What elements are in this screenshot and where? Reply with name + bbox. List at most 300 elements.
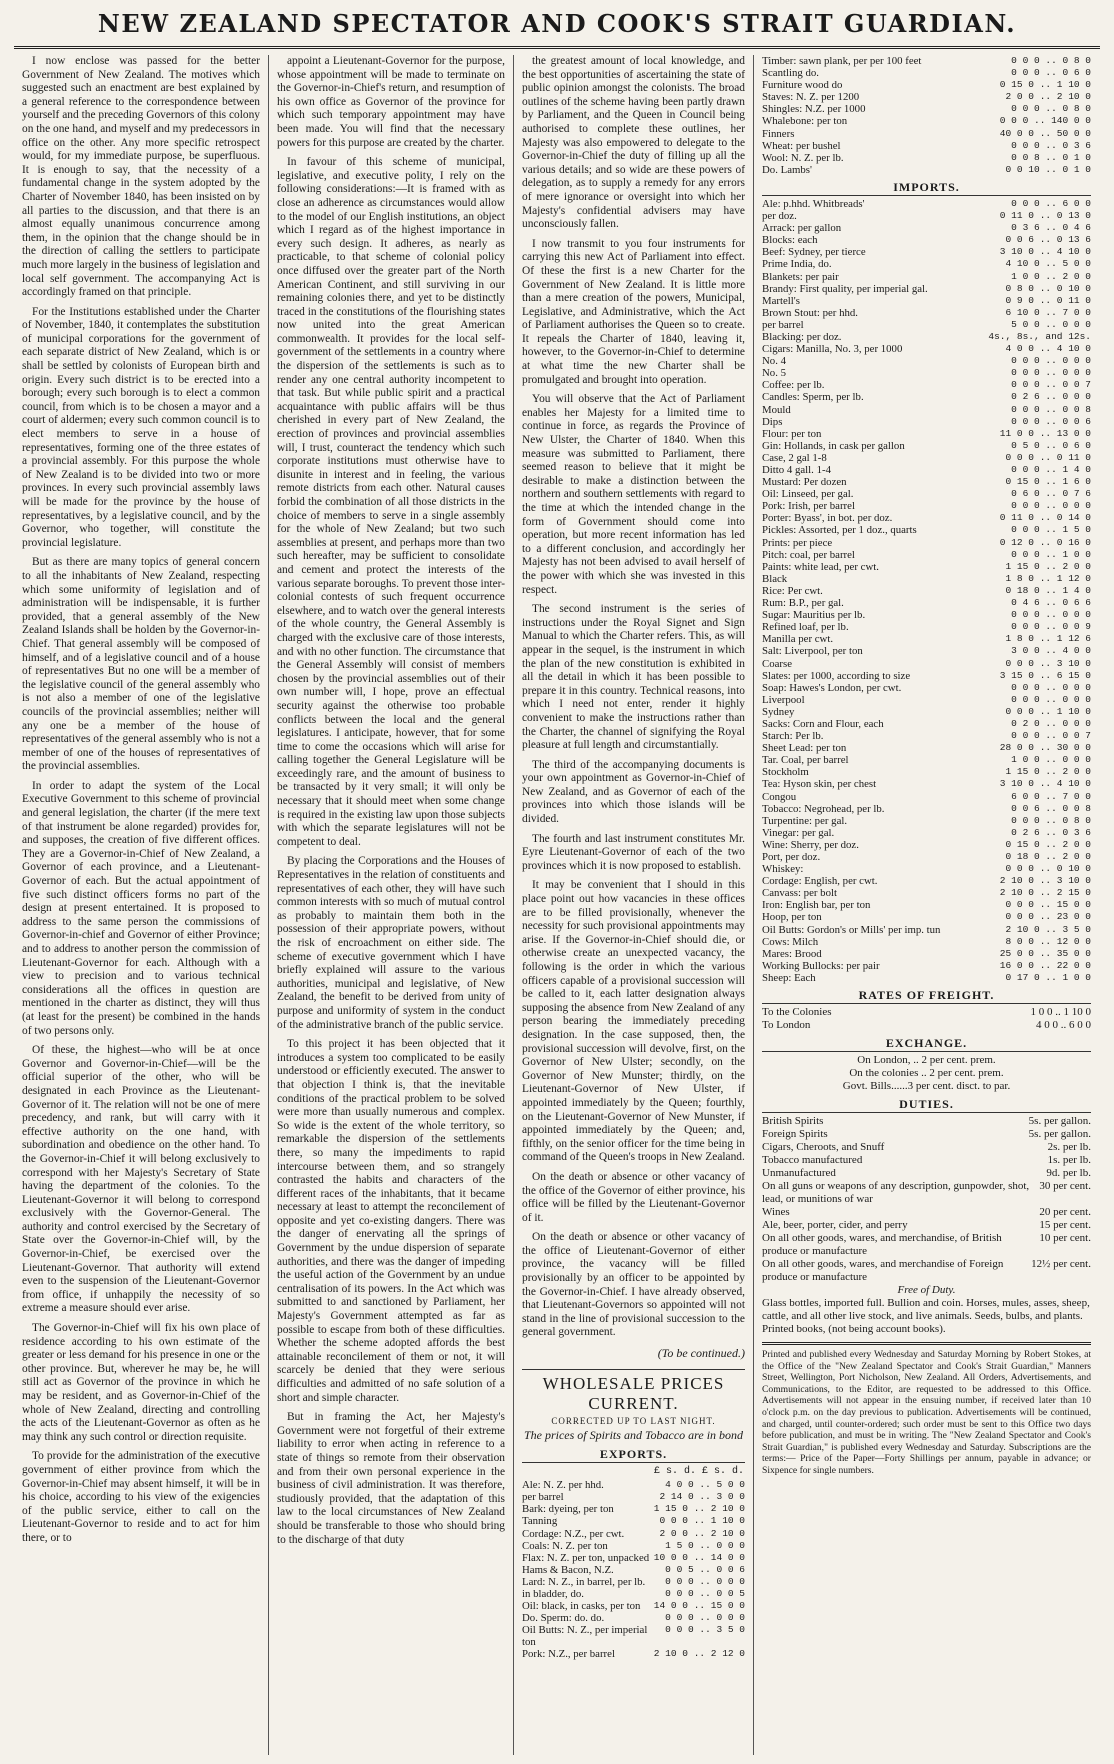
price-value: 1 8 0 .. 1 12 6 bbox=[1005, 633, 1091, 645]
price-item: Paints: white lead, per cwt. bbox=[762, 560, 879, 573]
price-value: 0 0 6 .. 0 13 6 bbox=[1005, 234, 1091, 246]
freight-value: 4 0 0 .. 6 0 0 bbox=[1036, 1019, 1091, 1032]
price-value: 0 0 0 .. 6 0 0 bbox=[1011, 197, 1091, 209]
price-row bbox=[522, 1479, 745, 1491]
price-value: 0 0 0 .. 0 0 7 bbox=[1011, 379, 1091, 391]
price-value: 0 0 0 .. 0 0 0 bbox=[1011, 693, 1091, 705]
price-row bbox=[762, 331, 1091, 343]
price-item: Case, 2 gal 1-8 bbox=[762, 451, 827, 464]
price-row bbox=[762, 234, 1091, 246]
wholesale-title: WHOLESALE PRICES CURRENT. bbox=[542, 1374, 725, 1414]
price-item: Tobacco: Negrohead, per lb. bbox=[762, 802, 885, 815]
duty-label: On all guns or weapons of any description, gunpowder, shot, lead, or munitions of war bbox=[762, 1180, 1030, 1206]
price-item: Tanning bbox=[522, 1515, 558, 1528]
price-row bbox=[762, 319, 1091, 331]
price-row bbox=[762, 524, 1091, 536]
price-value: 0 9 0 .. 0 11 0 bbox=[1005, 294, 1091, 306]
column-3 bbox=[514, 55, 754, 1755]
price-value: 3 10 0 .. 4 10 0 bbox=[999, 778, 1091, 790]
price-item: Martell's bbox=[762, 294, 800, 307]
price-value: 1 15 0 .. 2 0 0 bbox=[1005, 560, 1091, 572]
price-value: 0 0 0 .. 0 0 0 bbox=[665, 1575, 745, 1587]
price-row bbox=[762, 658, 1091, 670]
wholesale-note: The prices of Spirits and Tobacco are in bond bbox=[523, 1428, 744, 1443]
duty-row bbox=[762, 1167, 1091, 1180]
price-row bbox=[762, 863, 1091, 875]
column-1 bbox=[14, 55, 269, 1755]
duties-heading: DUTIES. bbox=[762, 1097, 1091, 1113]
price-value: 0 11 0 .. 0 13 0 bbox=[999, 210, 1091, 222]
freight-label: To the Colonies bbox=[762, 1006, 832, 1019]
price-value: 5 0 0 .. 0 0 0 bbox=[1011, 318, 1091, 330]
price-item: Manilla per cwt. bbox=[762, 633, 834, 646]
price-row bbox=[762, 706, 1091, 718]
price-row bbox=[762, 827, 1091, 839]
price-item: Vinegar: per gal. bbox=[762, 826, 835, 839]
price-item: Starch: Per lb. bbox=[762, 730, 824, 743]
price-item: Finners bbox=[762, 127, 795, 140]
price-value: 0 0 0 .. 23 0 0 bbox=[1005, 911, 1091, 923]
duty-row bbox=[762, 1154, 1091, 1167]
price-row bbox=[762, 960, 1091, 972]
price-row bbox=[522, 1552, 745, 1564]
price-row bbox=[522, 1612, 745, 1624]
duty-row bbox=[762, 1180, 1091, 1206]
price-value: 0 0 0 .. 1 10 0 bbox=[1005, 705, 1091, 717]
price-item: Rum: B.P., per gal. bbox=[762, 597, 844, 610]
duties-list bbox=[762, 1115, 1091, 1284]
free-of-duty-heading: Free of Duty. bbox=[897, 1284, 956, 1297]
price-value: 1 8 0 .. 1 12 0 bbox=[1005, 572, 1091, 584]
price-value: 0 0 0 .. 0 0 7 bbox=[1011, 730, 1091, 742]
price-row bbox=[522, 1624, 745, 1648]
duty-value: 20 per cent. bbox=[1039, 1206, 1091, 1219]
price-value: 0 0 0 .. 0 0 0 bbox=[1011, 681, 1091, 693]
price-value: 0 0 0 .. 0 0 0 bbox=[1011, 355, 1091, 367]
price-item: No. 4 bbox=[762, 355, 786, 368]
price-value: 11 0 0 .. 13 0 0 bbox=[999, 427, 1091, 439]
price-value: 0 0 0 .. 0 0 0 bbox=[1011, 500, 1091, 512]
columns bbox=[14, 55, 1100, 1755]
price-row bbox=[762, 79, 1091, 91]
freight-row bbox=[762, 1019, 1091, 1032]
price-row bbox=[762, 164, 1091, 176]
price-value: 0 6 0 .. 0 7 6 bbox=[1011, 488, 1091, 500]
price-value: 16 0 0 .. 22 0 0 bbox=[999, 959, 1091, 971]
price-value: 0 2 6 .. 0 0 0 bbox=[1011, 391, 1091, 403]
price-value: 0 12 0 .. 0 16 0 bbox=[999, 536, 1091, 548]
price-item: Porter: Byass', in bot. per doz. bbox=[762, 512, 893, 525]
price-item: Sydney bbox=[762, 705, 795, 718]
price-item: Oil Butts: N. Z., per imperial ton bbox=[522, 1624, 648, 1649]
price-item: Do. Lambs' bbox=[762, 163, 812, 176]
price-row bbox=[762, 258, 1091, 270]
price-item: Refined loaf, per lb. bbox=[762, 621, 849, 634]
price-item: Sugar: Mauritius per lb. bbox=[762, 609, 866, 622]
price-row bbox=[762, 452, 1091, 464]
duty-row bbox=[762, 1115, 1091, 1128]
price-row bbox=[762, 210, 1091, 222]
price-row bbox=[762, 103, 1091, 115]
price-row bbox=[762, 742, 1091, 754]
price-value: 4 0 0 .. 4 10 0 bbox=[1005, 343, 1091, 355]
price-value: 2 14 0 .. 3 0 0 bbox=[659, 1491, 745, 1503]
price-row bbox=[762, 682, 1091, 694]
article-paragraph: In order to adapt the system of the Local Executive Government to this scheme of provincial and general legislation, the charter (if the mere text of that instrument be alone regarded) provides for, and supposes, the creation of five different offices. They are a Governor-in-Chief of New Zealand, a Governor of each province, and a Lieutenant-Governor of each. But the actual appointment of five such distinct officers forms no part of the design at present entertained. It is proposed to address to the same person the commissions of Governor-in-chief and Governor of either Province; and to address to another person the commission of Lieutenant-Governor for each. Although with a view to precision and to various technical considerations all the offices in question are mentioned in the charter as distinct, they will thus (at least for the present) be combined in the hands of two persons only. bbox=[22, 779, 260, 1037]
duty-row bbox=[762, 1219, 1091, 1232]
price-item: Candles: Sperm, per lb. bbox=[762, 391, 864, 404]
exchange-row: On London, .. 2 per cent. prem. bbox=[857, 1054, 996, 1067]
price-row bbox=[762, 730, 1091, 742]
price-row bbox=[762, 778, 1091, 790]
price-item: Blocks: each bbox=[762, 234, 818, 247]
freight-label: To London bbox=[762, 1019, 811, 1032]
price-value: 0 0 0 .. 0 8 0 bbox=[1011, 814, 1091, 826]
duty-label: Cigars, Cheroots, and Snuff bbox=[762, 1141, 885, 1154]
price-item: Do. Sperm: do. do. bbox=[522, 1612, 605, 1625]
price-value: 0 0 0 .. 0 10 0 bbox=[1005, 863, 1091, 875]
article-paragraph: appoint a Lieutenant-Governor for the purpose, whose appointment will be made to terminate on the Governor-in-Chief's return, and resumption of his own office as Governor of the province for which such temporary appointment may have been made. You will find that the necessary powers for this purpose are created by the charter. bbox=[277, 55, 505, 149]
article-paragraph: But in framing the Act, her Majesty's Government were not forgetful of their extreme liability to error when acting in reference to a state of things so remote from their observation and from their own personal experience in the business of civil administration. It was therefore, studiously provided, that the adaptation of this law to the local circumstances of New Zealand should be transferable to those who should bring to the discharge of that duty bbox=[277, 1411, 505, 1546]
duty-label: Ale, beer, porter, cider, and perry bbox=[762, 1219, 908, 1232]
duty-value: 5s. per gallon. bbox=[1028, 1115, 1091, 1128]
price-row bbox=[762, 464, 1091, 476]
price-value: 0 17 0 .. 1 0 0 bbox=[1005, 971, 1091, 983]
price-item: Dips bbox=[762, 415, 783, 428]
price-value: 1 0 0 .. 0 0 0 bbox=[1011, 754, 1091, 766]
price-item: Pickles: Assorted, per 1 doz., quarts bbox=[762, 524, 917, 537]
price-item: Oil: Linseed, per gal. bbox=[762, 488, 854, 501]
duty-value: 10 per cent. bbox=[1039, 1232, 1091, 1245]
exports-cont-table bbox=[762, 55, 1091, 176]
price-value: 0 0 0 .. 0 0 8 bbox=[1011, 403, 1091, 415]
article-paragraph: But as there are many topics of general concern to all the inhabitants of New Zealand, respecting which some uniformity of legislation and of administration will be indispensable, it is further provided, that a general assembly of the New Zealand Islands shall be holden by the Governor-in-Chief. That general assembly will be composed of himself, and of a legislative council and of a house of representatives But no one will be a member of the legislative council of the general assembly who is not also a member of one of the legislative councils of the provincial assemblies; neither will any one be a member of the house of representatives of the general assembly who is not a member of one of the houses of representatives of the provincial assemblies. bbox=[22, 556, 260, 773]
price-item: Stockholm bbox=[762, 766, 809, 779]
price-value: 0 0 0 .. 3 5 0 bbox=[665, 1624, 745, 1636]
price-item: Liverpool bbox=[762, 693, 805, 706]
price-item: Wheat: per bushel bbox=[762, 139, 841, 152]
price-item: Mould bbox=[762, 403, 791, 416]
price-row bbox=[762, 295, 1091, 307]
article-paragraph: The fourth and last instrument constitutes Mr. Eyre Lieutenant-Governor of each of the two provinces which it is now proposed to establish. bbox=[522, 832, 745, 872]
price-item: Congou bbox=[762, 790, 797, 803]
article-paragraph: By placing the Corporations and the Houses of Representatives in the relation of constituents and representatives of each other, they will have such common interests with so much of mutual control as probably to maintain them both in the possession of their appropriate powers, without the risk of encroachment on either side. The scheme of executive government which I have briefly explained will assure to the various authorities, municipal and legislative, of New Zealand, the benefit to be derived from unity of purpose and uniformity of system in the conduct of the administrative branch of the public service. bbox=[277, 855, 505, 1031]
price-item: Tar. Coal, per barrel bbox=[762, 754, 849, 767]
price-row bbox=[762, 440, 1091, 452]
price-item: Timber: sawn plank, per per 100 feet bbox=[762, 55, 922, 67]
price-row bbox=[762, 754, 1091, 766]
article-paragraph: I now enclose was passed for the better Government of New Zealand. The motives which suggested such an enactment are best explained by a general reference to the correspondence between yourself and the preceding Governors of this colony on the one hand, and myself and my predecessors in office on the other. Any more specific retrospect would, for my immediate purpose, be superfluous. It is enough to say, that the necessity of a fundamental change in the system adopted by the Charter of November 1840, has been insisted on by all parties to the discussion, and that there is an almost equally unanimous concurrence among them, in the opinion that the change should be in the direction of calling the settlers to participate much more largely in the business of legislation and local self government. The accompanying Act is accordingly framed on that principle. bbox=[22, 55, 260, 299]
price-row bbox=[762, 283, 1091, 295]
article-paragraph: The second instrument is the series of instructions under the Royal Signet and Sign Manual to which the Charter refers. This, as will appear in the sequel, is the instrument in which the plan of the new constitution is exhibited in all the detail in which it has been possible to prepare it in this country. Technical reasons, into which I need not enter, render it highly convenient to make the instructions rather than the Charter, the channel of signifying the Royal pleasure at full length and circumstantially. bbox=[522, 603, 745, 752]
price-row bbox=[762, 549, 1091, 561]
price-item: in bladder, do. bbox=[522, 1587, 584, 1600]
price-item: Lard: N. Z., in barrel, per lb. bbox=[522, 1575, 646, 1588]
price-value: 0 0 0 .. 0 8 0 bbox=[1011, 103, 1091, 115]
masthead bbox=[14, 0, 1100, 49]
price-row bbox=[762, 115, 1091, 127]
article-paragraph: In favour of this scheme of municipal, legislative, and executive polity, I rely on the following considerations:—It is framed with as close an adherence as circumstances would allow to the model of our English institutions, an object which I regard as of the highest importance in every such design. It adheres, as nearly as practicable, to that scheme of colonial policy once diffused over the greater part of the North American Continent, and still surviving in our remaining colonies there, and yet to be distinctly traced in the constitutions of the flourishing states now united into the great American commonwealth. It provides for the local self-government of the settlements in a country where the dispersion of the settlements is such as to render any one central authority incompetent to that task. But while public spirit and a practical acquaintance with public affairs will be thus cherished in every part of New Zealand, the erection of provinces and provincial assemblies will, I trust, counteract the tendency which such corporate institutions must otherwise have to disunite in interest and in feeling, the various remote districts from each other. Natural causes forbid the combination of all those districts in the choice of members to serve in a single assembly for the whole of New Zealand; but two such assemblies at present, and perhaps more than two such hereafter, may be sufficient to consolidate and cement and protect the interests of the various separate boroughs. To prevent those inter-colonial contests of such frequent occurrence elsewhere, and to watch over the general interests of the whole country, the General Assembly is charged with the exclusive care of those interests, and with no other function. The circumstance that the General Assembly will consist of members chosen by the provincial assemblies out of their own number will, I hope, prove an effectual security against the otherwise too probable conflicts between the local and the general legislatures. I anticipate, however, that for some time to come the occasions which will arise for calling together the General Legislature will be exceedingly rare, and the amount of business to be transacted by it very small; it will only be necessary that it should meet when some change is required in the existing law upon those subjects with which the separate legislatures will not be competent to deal. bbox=[277, 156, 505, 848]
price-row bbox=[762, 694, 1091, 706]
price-item: Wool: N. Z. per lb. bbox=[762, 151, 844, 164]
section-rule bbox=[522, 1369, 745, 1370]
price-item: Port, per doz. bbox=[762, 851, 821, 863]
price-value: 0 0 0 .. 1 4 0 bbox=[1011, 464, 1091, 475]
imports-heading: IMPORTS. bbox=[762, 180, 1091, 196]
price-row bbox=[762, 428, 1091, 440]
article-paragraph: On the death or absence or other vacancy of the office of the Governor of either province, his office will be filled by the Lieutenant-Governor of it. bbox=[522, 1170, 745, 1224]
column-4 bbox=[754, 55, 1099, 1755]
continued-note: (To be continued.) bbox=[657, 1346, 745, 1361]
price-value: 0 0 10 .. 0 1 0 bbox=[1005, 163, 1091, 175]
price-row bbox=[762, 875, 1091, 887]
price-value: 0 0 8 .. 0 1 0 bbox=[1011, 151, 1091, 163]
duty-label: Tobacco manufactured bbox=[762, 1154, 863, 1167]
price-value: 1 15 0 .. 2 10 0 bbox=[653, 1503, 745, 1515]
price-item: Cordage: N.Z., per cwt. bbox=[522, 1527, 625, 1540]
price-value: 2 0 0 .. 2 10 0 bbox=[1005, 91, 1091, 103]
price-row bbox=[762, 899, 1091, 911]
price-value: 0 0 0 .. 1 0 0 bbox=[1011, 548, 1091, 560]
price-value: 40 0 0 .. 50 0 0 bbox=[999, 127, 1091, 139]
price-item: Coarse bbox=[762, 657, 792, 670]
price-row bbox=[522, 1564, 745, 1576]
wholesale-subtitle: CORRECTED UP TO LAST NIGHT. bbox=[551, 1416, 716, 1427]
price-value: 0 2 6 .. 0 3 6 bbox=[1011, 826, 1091, 838]
duty-label: Wines bbox=[762, 1206, 790, 1219]
freight-row bbox=[762, 1006, 1091, 1019]
exports-table bbox=[522, 1465, 745, 1661]
exchange-rates bbox=[762, 1054, 1091, 1093]
price-item: Ale: p.hhd. Whitbreads' bbox=[762, 197, 865, 210]
price-row bbox=[762, 815, 1091, 827]
duty-value: 9d. per lb. bbox=[1046, 1167, 1091, 1180]
price-row bbox=[762, 718, 1091, 730]
price-value: 0 0 0 .. 140 0 0 bbox=[999, 115, 1091, 127]
article-paragraph: Of these, the highest—who will be at once Governor and Governor-in-Chief—will be the official superior of the other, who will be designated in each Province as the Lieutenant-Governor of it. The relation will not be one of mere precedency, and rank, but will carry with it effective authority on the one hand, with subordination and obedience on the other hand. To the Governor-in-Chief it will belong exclusively to correspond with her Majesty's Secretary of State having the department of the colonies. To the Lieutenant-Governor it will belong to correspond exclusively with the Governor-General. The authority and control exercised by the Secretary of State over the Governor-in-Chief will, by the Governor-in-Chief, be exercised over the Lieutenant-Governor. That authority will extend even to the suspension of the Lieutenant-Governor from office, if unhappily the necessity of so extreme a measure should ever arise. bbox=[22, 1044, 260, 1315]
price-row bbox=[762, 55, 1091, 67]
price-item: Staves: N. Z. per 1200 bbox=[762, 91, 860, 104]
price-value: 0 0 0 .. 3 10 0 bbox=[1005, 657, 1091, 669]
price-item: per barrel bbox=[522, 1491, 564, 1504]
price-value: 4 10 0 .. 5 0 0 bbox=[1005, 258, 1091, 270]
price-row bbox=[762, 924, 1091, 936]
price-item: Sacks: Corn and Flour, each bbox=[762, 717, 884, 730]
price-row bbox=[762, 488, 1091, 500]
price-value: 0 0 0 .. 0 11 0 bbox=[1005, 451, 1091, 463]
article-paragraph: For the Institutions established under the Charter of November, 1840, it contemplates the substitution of municipal corporations for the government of each separate district of New Zealand, which is or shall be settled by colonists of European birth and origin. Every such district is to be erected into a borough; every such borough is to elect a common council, from which is to be chosen a mayor and a court of aldermen; every such common council is to elect members to serve in a house of representatives, forming one of the three estates of a provincial assembly. For this purpose the whole of New Zealand is to be divided into two or more provinces. In every such provincial assembly laws will be made for the province by the house of representatives, by a legislative council, and by the Governor, who together, will constitute the provincial legislature. bbox=[22, 305, 260, 549]
duty-row bbox=[762, 1128, 1091, 1141]
price-item: Black bbox=[762, 572, 788, 585]
price-row bbox=[762, 609, 1091, 621]
price-item: Whalebone: per ton bbox=[762, 115, 848, 128]
price-row bbox=[762, 128, 1091, 140]
price-value: 0 0 0 .. 0 0 6 bbox=[1011, 415, 1091, 427]
price-value: 28 0 0 .. 30 0 0 bbox=[999, 742, 1091, 754]
price-row bbox=[522, 1528, 745, 1540]
column-2 bbox=[269, 55, 514, 1755]
exports-heading: EXPORTS. bbox=[522, 1447, 745, 1463]
price-value: 0 0 0 .. 0 6 0 bbox=[1011, 67, 1091, 79]
duty-label: British Spirits bbox=[762, 1115, 824, 1128]
price-item: Cigars: Manilla, No. 3, per 1000 bbox=[762, 343, 903, 356]
price-value: 2 10 0 .. 2 12 0 bbox=[653, 1648, 745, 1660]
price-item: Pitch: coal, per barrel bbox=[762, 548, 855, 561]
duty-value: 30 per cent. bbox=[1039, 1180, 1091, 1193]
price-row bbox=[762, 670, 1091, 682]
price-row bbox=[762, 91, 1091, 103]
imports-table bbox=[762, 198, 1091, 984]
price-row bbox=[762, 476, 1091, 488]
price-item: Coals: N. Z. per ton bbox=[522, 1539, 608, 1552]
price-row bbox=[762, 621, 1091, 633]
price-item: Ale: N. Z. per hhd. bbox=[522, 1479, 604, 1492]
price-row bbox=[762, 152, 1091, 164]
price-value: 0 15 0 .. 1 10 0 bbox=[999, 79, 1091, 91]
price-value: 0 0 0 .. 0 0 0 bbox=[665, 1612, 745, 1624]
price-row bbox=[522, 1491, 745, 1503]
price-item: Arrack: per gallon bbox=[762, 222, 842, 235]
price-value: 6 10 0 .. 7 0 0 bbox=[1005, 306, 1091, 318]
article-paragraph: The Governor-in-Chief will fix his own place of residence according to his own estimate of the greater or less demand for his presence in one or the other province. But, wherever he may be, he will still act as Governor of the province in which he may be resident, and as Governor-in-Chief of the whole of New Zealand, directing and controlling the acts of the Lieutenant-Governor as often as he may think any such control or direction requisite. bbox=[22, 1322, 260, 1443]
duty-value: 5s. per gallon. bbox=[1028, 1128, 1091, 1141]
price-item: Sheet Lead: per ton bbox=[762, 742, 847, 755]
article-paragraph: You will observe that the Act of Parliament enables her Majesty for a limited time to continue in force, as regards the Province of New Ulster, the Charter of 1840. When this measure was submitted to Parliament, there seemed reason to believe that it might be desirable to make a distinction between the northern and southern settlements with regard to the time at which the intended change in the form of Government should come into operation, but more recent information has led to a different conclusion, and accordingly her Majesty has not been advised to avail herself of the power with which she was invested in this respect. bbox=[522, 393, 745, 596]
price-value: 14 0 0 .. 15 0 0 bbox=[653, 1600, 745, 1612]
price-item: Oil Butts: Gordon's or Mills' per imp. tun bbox=[762, 923, 941, 936]
price-row bbox=[762, 367, 1091, 379]
price-value: 0 18 0 .. 2 0 0 bbox=[1005, 851, 1091, 862]
price-item: Mares: Brood bbox=[762, 947, 822, 960]
price-item: Blacking: per doz. bbox=[762, 330, 842, 343]
price-value: 0 18 0 .. 1 4 0 bbox=[1005, 584, 1091, 596]
price-row bbox=[762, 633, 1091, 645]
exchange-row: Govt. Bills......3 per cent. disct. to par. bbox=[842, 1080, 1011, 1093]
price-item: Bark: dyeing, per ton bbox=[522, 1503, 614, 1516]
price-row bbox=[762, 416, 1091, 428]
price-value: 0 0 0 .. 0 0 5 bbox=[665, 1587, 745, 1599]
price-item: Blankets: per pair bbox=[762, 270, 839, 283]
price-value: 0 11 0 .. 0 14 0 bbox=[999, 512, 1091, 524]
price-item: Slates: per 1000, according to size bbox=[762, 669, 911, 682]
price-value: 8 0 0 .. 12 0 0 bbox=[1005, 935, 1091, 947]
duty-value: 2s. per lb. bbox=[1047, 1141, 1091, 1154]
duty-value: 15 per cent. bbox=[1039, 1219, 1091, 1232]
price-value: 4s., 8s., and 12s. bbox=[988, 330, 1091, 342]
price-value: 0 15 0 .. 1 6 0 bbox=[1005, 476, 1091, 488]
price-row bbox=[762, 343, 1091, 355]
masthead-title: NEW ZEALAND SPECTATOR AND COOK'S STRAIT GUARDIAN. bbox=[97, 8, 1017, 38]
price-value: 0 8 0 .. 0 10 0 bbox=[1005, 282, 1091, 294]
price-item: Oil: black, in casks, per ton bbox=[522, 1600, 641, 1613]
price-row bbox=[762, 561, 1091, 573]
price-item: Mustard: Per dozen bbox=[762, 476, 847, 489]
price-row bbox=[762, 851, 1091, 863]
duty-row bbox=[762, 1141, 1091, 1154]
price-item: Canvass: per bolt bbox=[762, 887, 837, 900]
duty-row bbox=[762, 1206, 1091, 1219]
price-item: Hoop, per ton bbox=[762, 911, 822, 924]
price-row bbox=[762, 803, 1091, 815]
column-3-text bbox=[522, 55, 745, 1340]
price-value: 0 0 0 .. 0 8 0 bbox=[1011, 55, 1091, 66]
price-item: Cows: Milch bbox=[762, 935, 819, 948]
article-paragraph: To this project it has been objected that it introduces a system too complicated to be easily understood or efficiently executed. The answer to that objection I think is, that the inevitable conditions of the practical problem to be solved were more than usually numerous and complex. So wide is the extent of the whole territory, so remarkable the dispersion of the settlements there, so many the impediments to rapid intercourse between them, and so strangely contrasted the habits and characters of the different races of the inhabitants, that it became necessary at least to attempt the reconcilement of opposite and yet co-existing dangers. There was the danger of enervating all the springs of Government by the undue dispersion of separate authorities, and there was the danger of impeding the useful action of the Government by an undue centralisation of its powers. In the Act which was submitted to and sanctioned by Parliament, her Majesty's Government attempted as far as possible to escape from both of these difficulties. Whether the scheme adopted affords the best attainable reconcilement of them or not, it will scarcely be denied that they were serious difficulties and admitted of no safe solution of a short and simple character. bbox=[277, 1038, 505, 1404]
article-paragraph: I now transmit to you four instruments for carrying this new Act of Parliament into effect. Of these the first is a new Charter for the Government of New Zealand. It is little more than a mere creation of the powers, Municipal, Legislative, and Administrative, which the Act of Parliament authorises the Queen so to create. It repeals the Charter of 1840, leaving it, however, to the Governor-in-Chief to determine at what time the new Charter shall be promulgated and brought into operation. bbox=[522, 237, 745, 386]
price-row bbox=[762, 404, 1091, 416]
price-value: 10 0 0 .. 14 0 0 bbox=[653, 1551, 745, 1563]
price-value: 0 0 0 .. 0 3 6 bbox=[1011, 139, 1091, 151]
price-item: Prime India, do. bbox=[762, 258, 832, 271]
price-item: Pork: Irish, per barrel bbox=[762, 500, 855, 513]
price-row bbox=[762, 307, 1091, 319]
freight-heading: RATES OF FREIGHT. bbox=[762, 988, 1091, 1004]
price-value: 0 3 6 .. 0 4 6 bbox=[1011, 222, 1091, 234]
price-row bbox=[522, 1600, 745, 1612]
price-row bbox=[762, 355, 1091, 367]
price-item: per doz. bbox=[762, 210, 797, 223]
price-row bbox=[762, 379, 1091, 391]
price-item: Sheep: Each bbox=[762, 971, 816, 984]
price-row bbox=[762, 198, 1091, 210]
free-of-duty-list: Glass bottles, imported full. Bullion and coin. Horses, mules, asses, sheep, cattle, and all other live stock, and live animals. Seeds, bulbs, and plants. Printed books, (not being account books). bbox=[762, 1297, 1090, 1336]
price-row bbox=[522, 1588, 745, 1600]
price-value: 2 10 0 .. 3 5 0 bbox=[1005, 923, 1091, 935]
price-row bbox=[522, 1515, 745, 1527]
price-value: 0 15 0 .. 2 0 0 bbox=[1005, 838, 1091, 850]
price-item: Flax: N. Z. per ton, unpacked bbox=[522, 1551, 650, 1564]
price-item: Prints: per piece bbox=[762, 536, 833, 549]
price-row bbox=[762, 271, 1091, 283]
price-row bbox=[762, 246, 1091, 258]
price-row bbox=[762, 597, 1091, 609]
price-item: Iron: English bar, per ton bbox=[762, 899, 871, 912]
article-paragraph: To provide for the administration of the executive government of either province from which the Governor-in-Chief may absent himself, it will be in his choice, according to his view of the exigencies of the public service, either to call on the Lieutenant-Governor to reside and to act for him there, or to bbox=[22, 1450, 260, 1544]
price-row bbox=[762, 766, 1091, 778]
price-item: Turpentine: per gal. bbox=[762, 814, 848, 827]
price-row bbox=[762, 222, 1091, 234]
price-value: 1 0 0 .. 2 0 0 bbox=[1011, 270, 1091, 282]
price-item: Working Bullocks: per pair bbox=[762, 959, 880, 972]
price-value: 0 4 6 .. 0 6 6 bbox=[1011, 597, 1091, 609]
price-item: per barrel bbox=[762, 318, 804, 331]
price-item: Brandy: First quality, per imperial gal. bbox=[762, 282, 928, 295]
price-item: Pork: N.Z., per barrel bbox=[522, 1648, 615, 1661]
price-value: 0 5 0 .. 0 6 0 bbox=[1011, 439, 1091, 451]
price-item: Ditto 4 gall. 1-4 bbox=[762, 464, 831, 476]
price-row bbox=[762, 972, 1091, 984]
price-value: 0 0 0 .. 0 0 0 bbox=[1011, 609, 1091, 621]
price-value: 0 0 5 .. 0 0 6 bbox=[665, 1563, 745, 1575]
price-row bbox=[762, 911, 1091, 923]
freight-rates bbox=[762, 1006, 1091, 1032]
price-row bbox=[762, 67, 1091, 79]
price-row bbox=[762, 585, 1091, 597]
price-row bbox=[762, 791, 1091, 803]
article-paragraph: the greatest amount of local knowledge, and the best opportunities of ascertaining the state of public opinion amongst the colonists. The broad outlines of the scheme having been partly drawn by Parliament, and the Queen in Council being authorised to complete these outlines, her Majesty was also empowered to delegate to the Governor-in-Chief the duty of filling up all the various details; and so wide are these powers of delegation, as to supply a remedy for any errors of mere ignorance or oversight into which her Majesty's confidential advisers may have unconsciously fallen. bbox=[522, 55, 745, 231]
price-value: 2 0 0 .. 2 10 0 bbox=[659, 1527, 745, 1539]
price-value: 4 0 0 .. 5 0 0 bbox=[665, 1479, 745, 1491]
duty-row bbox=[762, 1232, 1091, 1258]
price-item: Cordage: English, per cwt. bbox=[762, 875, 878, 888]
price-row bbox=[762, 500, 1091, 512]
price-value: 0 0 0 .. 0 0 9 bbox=[1011, 621, 1091, 633]
duty-label: On all other goods, wares, and merchandise, of British produce or manufacture bbox=[762, 1232, 1002, 1258]
price-item: Tea: Hyson skin, per chest bbox=[762, 778, 877, 791]
price-row bbox=[762, 887, 1091, 899]
price-value: 0 0 6 .. 0 0 8 bbox=[1011, 802, 1091, 814]
price-row bbox=[762, 839, 1091, 851]
